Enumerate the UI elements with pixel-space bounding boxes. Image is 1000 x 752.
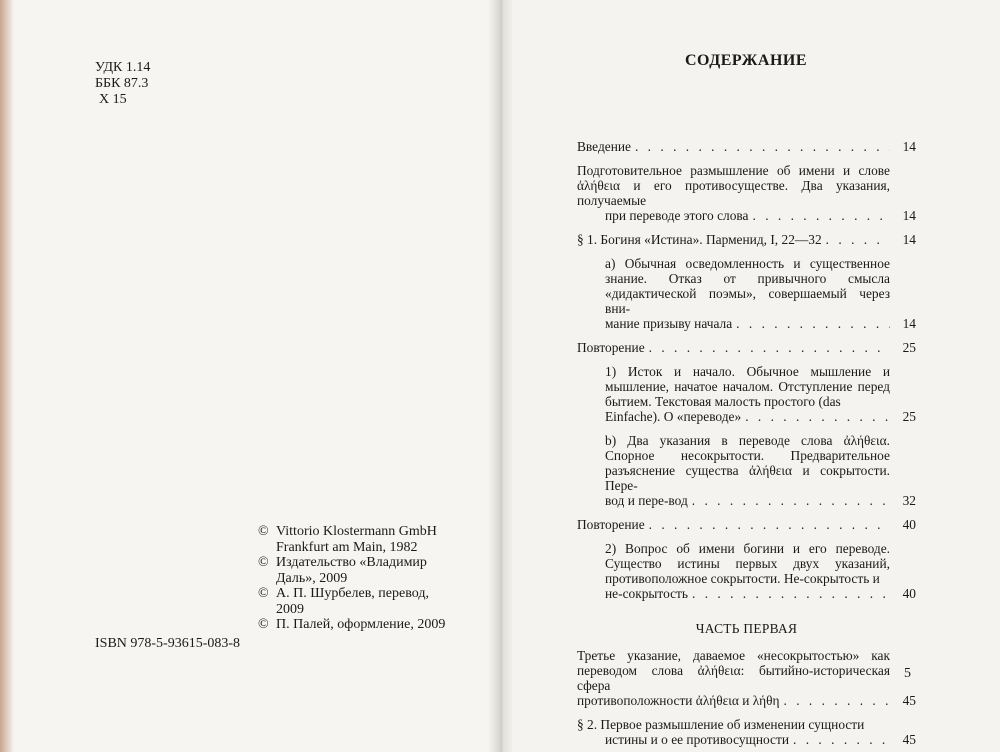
toc-entry: § 1. Богиня «Истина». Парменид, I, 22—32 . . . 14 [577,232,916,247]
toc-page-number: 14 [902,232,916,247]
left-page [0,0,496,752]
toc-entry: а) Обычная осведомленность и существенное знание. Отказ от привычного смысла «дидактической поэмы», совершаемый через вни- мание призыву начала . . . 14 [605,256,916,331]
toc-entry: b) Два указания в переводе слова ἀλήθεια. Спорное несокрытости. Предварительное разъяснение существа ἀλήθεια и сокрытости. Пере- вод и пере-вод . . . 32 [605,433,916,508]
toc-entry: Подготовительное размышление об имени и слове ἀλήθεια и его противосуществе. Два указания, получаемые при переводе этого слова . . . 14 [577,163,916,223]
copyright-line: © А. П. Шурбелев, перевод, 2009 [258,586,429,617]
toc-page-number: 32 [902,493,916,508]
part-heading: ЧАСТЬ ПЕРВАЯ [695,621,798,636]
toc-entry: Третье указание, даваемое «несокрытостью» как переводом слова ἀλήθεια: бытийно-историческая сфера противоположности ἀλήθεια и λήθη . . . 45 [577,648,916,708]
toc-entry: Повторение . . . 40 [577,517,916,532]
table-of-contents [577,139,916,747]
classification-block [95,60,150,108]
toc-page-number: 45 [902,732,916,747]
bbk-code: ББК 87.3 [95,76,149,91]
toc-page-number: 25 [902,409,916,424]
copyright-line: © П. Палей, оформление, 2009 [258,617,446,632]
toc-title: СОДЕРЖАНИЕ [685,52,808,69]
author-mark: Х 15 [99,92,127,107]
toc-entry: Введение . . . 14 [577,139,916,154]
toc-entry: Повторение . . . 25 [577,340,916,355]
toc-page-number: 45 [902,693,916,708]
toc-page-number: 25 [902,340,916,355]
toc-entry: 1) Исток и начало. Обычное мышление и мышление, начатое началом. Отступление перед бытием. Текстовая малость простого (das Einfache). О «переводе» . . . 25 [605,364,916,424]
toc-entry: 2) Вопрос об имени богини и его переводе. Существо истины первых двух указаний, противоположное сокрытости. Не-сокрытость и не-сокрытость . . . 40 [605,541,916,601]
toc-page-number: 40 [902,517,916,532]
toc-page-number: 14 [902,316,916,331]
toc-page-number: 14 [902,139,916,154]
book-gutter [488,0,514,752]
toc-entry: § 2. Первое размышление об изменении сущности истины и о ее противосущности . . . 45 [577,717,916,747]
isbn: ISBN 978-5-93615-083-8 [95,636,241,651]
page-number: 5 [904,666,911,681]
copyright-line: © Издательство «Владимир Даль», 2009 [258,555,427,586]
udk-code: УДК 1.14 [95,60,151,75]
toc-page-number: 14 [902,208,916,223]
copyright-line: © Vittorio Klostermann GmbH Frankfurt am Main, 1982 [258,524,437,555]
toc-page-number: 40 [902,586,916,601]
copyright-block [258,524,448,633]
